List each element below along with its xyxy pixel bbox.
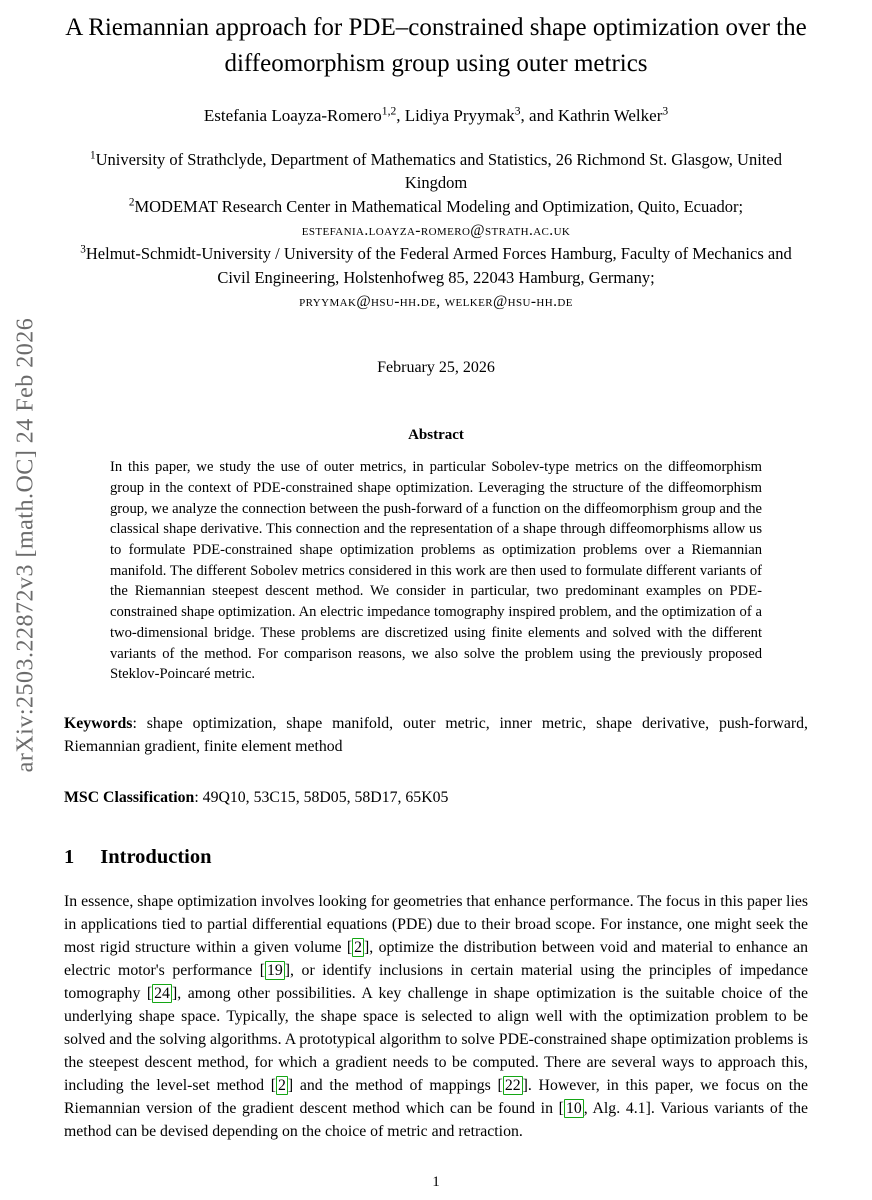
citation-link[interactable]: 2 [278, 1076, 286, 1094]
citation-link[interactable]: 10 [565, 1099, 582, 1117]
superscript: 1,2 [381, 104, 397, 118]
page-number: 1 [432, 1174, 440, 1190]
abstract-heading: Abstract [408, 427, 464, 444]
superscript: 3 [662, 104, 669, 118]
paper-title: A Riemannian approach for PDE–constrained shape optimization over the diffeomorphism group using outer metrics [65, 14, 807, 77]
citation-link[interactable]: 22 [504, 1076, 521, 1094]
keywords-line: Keywords: shape optimization, shape manifold, outer metric, inner metric, shape derivative, push-forward, Riemannian gradient, finite element method [64, 715, 808, 755]
citation-link[interactable]: 19 [266, 961, 283, 979]
page-content [64, 0, 808, 1144]
superscript: 3 [514, 104, 521, 118]
msc-classification-line: MSC Classification: 49Q10, 53C15, 58D05, 58D17, 65K05 [64, 788, 449, 806]
bold-label: Keywords [64, 715, 133, 733]
bold-label: MSC Classification [64, 788, 195, 806]
citation-link[interactable]: 2 [354, 938, 363, 956]
section-1-number: 1 [64, 845, 75, 868]
section-1-title: Introduction [100, 845, 212, 868]
email-smallcaps: pryymak@hsu-hh.de, welker@hsu-hh.de [299, 293, 573, 311]
superscript: 3 [80, 243, 86, 256]
superscript: 1 [90, 149, 96, 162]
abstract-text: In this paper, we study the use of outer metrics, in particular Sobolev-type metrics on the diffeomorphism group in the context of PDE-constrained shape optimization. Leveraging the structure of the diffeomorphism group, we analyze the connection between the push-forward of a function on the diffeomorphism group and the classical shape derivative. This connection and the representation of a shape through diffeomorphisms allow us to formulate PDE-constrained shape optimization problems as optimization problems over a Riemannian manifold. The different Sobolev metrics considered in this work are then used to formulate different variants of the Riemannian steepest descent method. We consider in particular, two predominant examples on PDE-constrained shape optimization. An electric impedance tomography inspired problem, and the optimization of a two-dimensional bridge. These problems are discretized using finite elements and solved with the different variants of the method. For comparison reasons, we also solve the problem using the previously proposed Steklov-Poincaré metric. [110, 459, 762, 683]
section-1-heading [64, 846, 808, 869]
email-smallcaps: estefania.loayza-romero@strath.ac.uk [301, 222, 571, 240]
superscript: 2 [128, 196, 135, 209]
affiliations-block: $^1$University of Strathclyde, Department of Mathematics and Statistics, 26 Richmond St. Glasgow, United Kingdom $^2$MODEMAT Research Center in Mathematical Modeling and Optimization, Quito, Ecuador; estefania.loayza-romero@strath.ac.uk $^3$Helmut-Schmidt-University / University of the Federal Armed Forces Hamburg, Faculty of Mechanics and Civil Engineering, Holstenhofweg 85, 22043 Hamburg, Germany; pryymak@hsu-hh.de, welker@hsu-hh.de [80, 149, 792, 311]
arxiv-watermark: arXiv:2503.22872v3 [math.OC] 24 Feb 2026 [12, 317, 39, 773]
authors-line: Estefania Loayza-Romero$^{1,2}$, Lidiya Pryymak$^3$, and Kathrin Welker$^3$ [203, 104, 669, 125]
introduction-paragraph: In essence, shape optimization involves looking for geometries that enhance performance. The focus in this paper lies in applications tied to partial differential equations (PDE) due to their broad scope. For instance, one might seek the most rigid structure within a given volume [ 2 ], optimize the distribution between void and material to enhance an electric motor's performance [ 19 ], or identify inclusions in certain material using the principles of impedance tomography [ 24 ], among other possibilities. A key challenge in shape optimization is the suitable choice of the underlying shape space. Typically, the shape space is selected to align well with the optimization problem to be solved and the solving algorithms. A prototypical algorithm to solve PDE-constrained shape optimization problems is the steepest descent method, for which a gradient needs to be computed. There are several ways to approach this, including the level-set method [ 2 ] and the method of mappings [ 22 ]. However, in this paper, we focus on the Riemannian version of the gradient descent method which can be found in [ 10 , Alg. 4.1]. Various variants of the method can be devised depending on the choice of metric and retraction. [64, 892, 809, 1140]
paper-date: February 25, 2026 [377, 359, 495, 377]
citation-link[interactable]: 24 [154, 984, 170, 1002]
